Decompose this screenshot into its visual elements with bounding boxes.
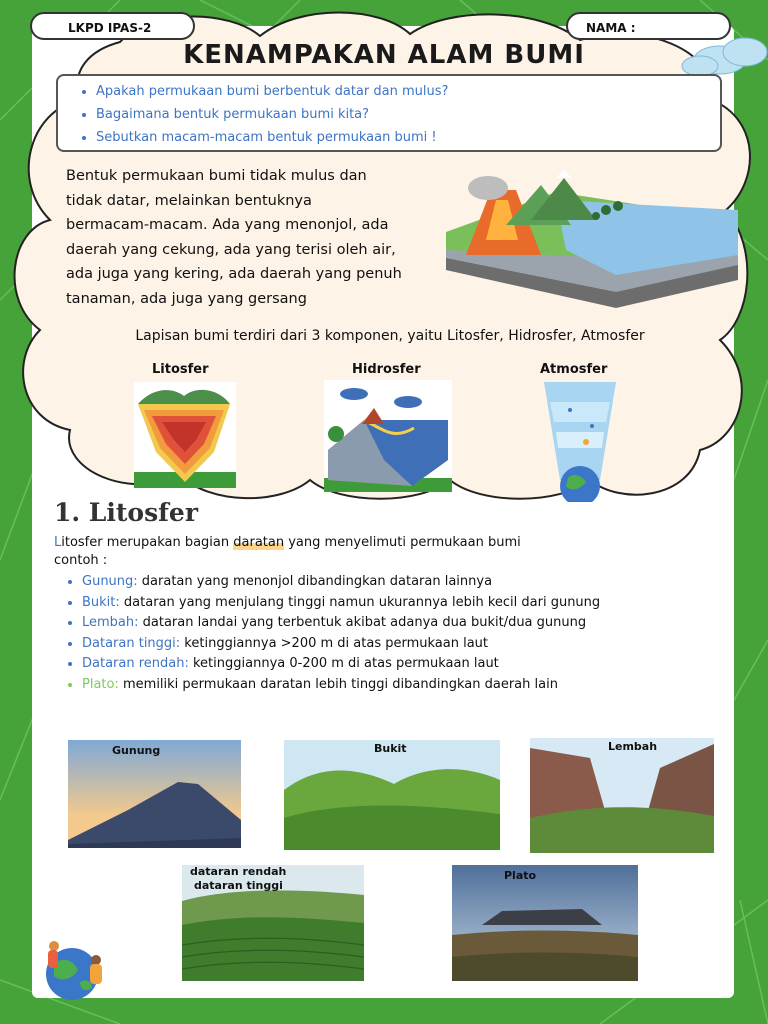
litosfer-label: Litosfer: [152, 362, 209, 377]
bukit-photo: [284, 740, 500, 850]
definition-text-end: yang menyelimuti permukaan bumi: [284, 535, 521, 550]
dataran-rendah-caption: dataran rendah: [190, 865, 287, 878]
earth-cross-section-illustration: [446, 170, 738, 310]
gunung-photo: [68, 740, 241, 848]
question-item: • Apakah permukaan bumi berbentuk datar dan mulus?: [96, 80, 720, 103]
dataran-tinggi-caption: dataran tinggi: [194, 879, 283, 892]
intro-paragraph: [66, 164, 446, 311]
definition-text: itosfer merupakan bagian: [61, 535, 234, 550]
lembah-photo: [530, 738, 714, 853]
page-title: KENAMPAKAN ALAM BUMI: [183, 40, 585, 70]
intro-line: bermacam-macam. Ada yang menonjol, ada: [66, 217, 389, 233]
question-item: • Bagaimana bentuk permukaan bumi kita?: [96, 103, 720, 126]
list-item: • Bukit: dataran yang menjulang tinggi namun ukurannya lebih kecil dari gunung: [82, 593, 702, 614]
hidrosfer-label: Hidrosfer: [352, 362, 421, 377]
worksheet-code-label: LKPD IPAS-2: [30, 12, 195, 40]
list-item: • Dataran rendah: ketinggiannya 0-200 m di atas permukaan laut: [82, 654, 702, 675]
definition-highlight: daratan: [233, 535, 285, 550]
gunung-caption: Gunung: [112, 744, 161, 757]
litosfer-image: [134, 382, 236, 488]
bukit-caption: Bukit: [374, 742, 407, 755]
list-item: • Lembah: dataran landai yang terbentuk akibat adanya dua bukit/dua gunung: [82, 613, 702, 634]
question-item: • Sebutkan macam-macam bentuk permukaan bumi !: [96, 126, 720, 149]
dataran-photo: [182, 865, 364, 981]
intro-line: tidak datar, melainkan bentuknya: [66, 192, 312, 209]
list-item: • Dataran tinggi: ketinggiannya >200 m di atas permukaan laut: [82, 634, 702, 655]
question-box: [56, 74, 722, 152]
hidrosfer-image: [324, 380, 452, 492]
litosfer-definition: [54, 534, 674, 570]
contoh-label: contoh :: [54, 553, 108, 568]
intro-line: ada juga yang kering, ada daerah yang penuh: [66, 266, 402, 282]
plato-caption: Plato: [504, 869, 537, 882]
landform-list: [62, 572, 702, 695]
atmosfer-image: [540, 382, 620, 502]
list-item: • Gunung: daratan yang menonjol dibandingkan dataran lainnya: [82, 572, 702, 593]
intro-line: daerah yang cekung, ada yang terisi oleh air,: [66, 241, 396, 258]
list-item: • Plato: memiliki permukaan daratan lebih tinggi dibandingkan daerah lain: [82, 675, 702, 696]
intro-line: Bentuk permukaan bumi tidak mulus dan: [66, 168, 367, 184]
definition-initial: L: [54, 535, 62, 550]
section-title: 1. Litosfer: [54, 498, 199, 527]
intro-line: tanaman, ada juga yang gersang: [66, 290, 307, 307]
layers-sentence: Lapisan bumi terdiri dari 3 komponen, yaitu Litosfer, Hidrosfer, Atmosfer: [135, 328, 645, 344]
name-field[interactable]: NAMA :: [566, 12, 731, 40]
earth-mascot-illustration: [30, 934, 120, 1004]
plato-photo: [452, 865, 638, 981]
atmosfer-label: Atmosfer: [540, 362, 608, 377]
lembah-caption: Lembah: [608, 740, 658, 753]
